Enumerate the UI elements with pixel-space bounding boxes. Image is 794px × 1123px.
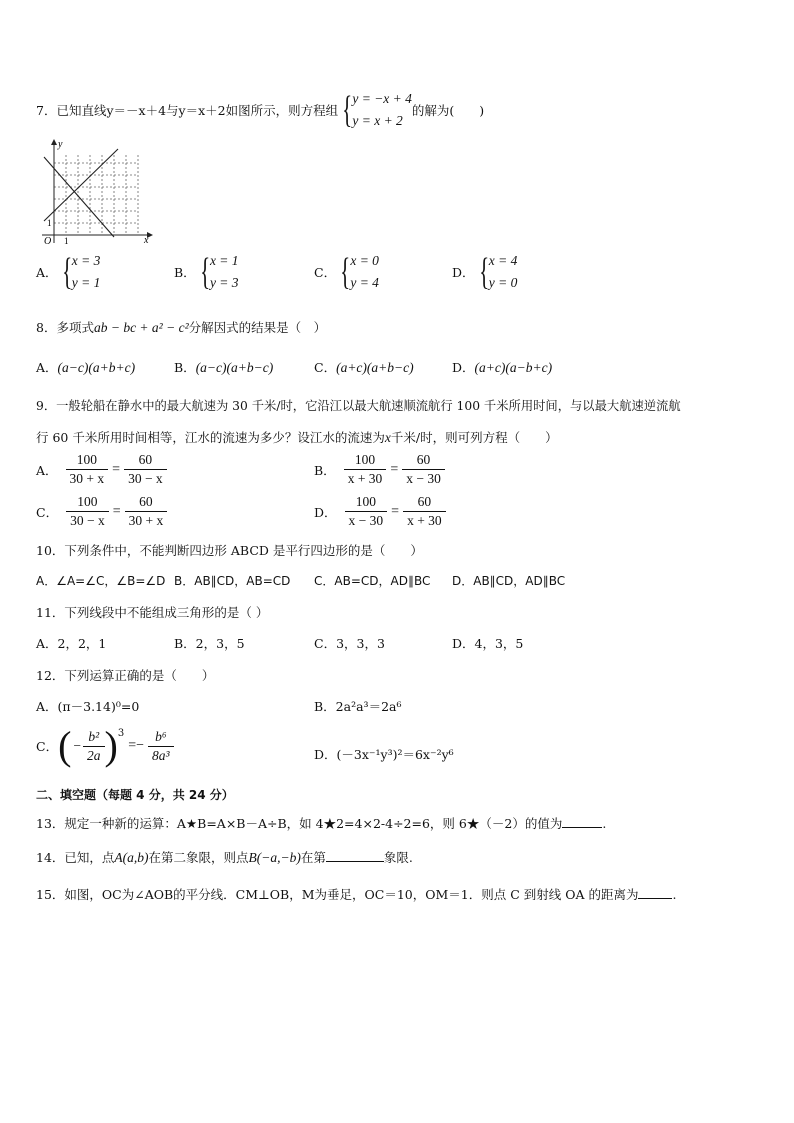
q7-option-d-line2: y = 0 [488, 275, 518, 290]
q9-c-num2: 60 [139, 494, 153, 509]
q12-c-den1: 2a [83, 746, 105, 765]
q8-option-b-label: B． [174, 360, 196, 375]
q7-option-b-line1: x = 1 [209, 253, 239, 268]
q7-stem-pre: 7．已知直线y＝－x＋4与y＝x＋2如图所示，则方程组 [36, 103, 339, 118]
q7-sys-line1: y = −x + 4 [352, 91, 412, 106]
q8-option-c-expr: (a+c)(a+b−c) [336, 360, 414, 375]
q9-d-num2: 60 [417, 494, 432, 509]
q8-option-c[interactable] [314, 358, 414, 376]
q14-point-b: B(−a,−b) [248, 850, 301, 865]
graph-y-tick: 1 [47, 218, 52, 228]
question-9-line1: 9．一般轮船在静水中的最大航速为 30 千米/时，它沿江以最大航速顺流航行 100 千米所用时间，与以最大航速逆流航 [36, 399, 681, 413]
q9-c-den2: 30 + x [125, 511, 168, 530]
q12-option-b[interactable]: B．2a²a³＝2a⁶ [314, 699, 402, 714]
q8-option-b-expr: (a−c)(a+b−c) [195, 360, 274, 375]
q7-graph [36, 137, 156, 245]
q14-answer-blank[interactable] [326, 849, 384, 862]
q7-stem-post: 的解为( ) [411, 103, 485, 118]
q12-c-exponent: 3 [117, 728, 125, 739]
q11-option-b[interactable]: B．2，3，5 [174, 636, 245, 651]
q9-option-c[interactable]: C． $\frac{100}{30 - x}$ = $\frac{60}{30 + x}$ [36, 493, 167, 530]
q7-option-d[interactable]: D． { x = 4 y = 0 [452, 251, 518, 293]
q15-tail: . [672, 887, 677, 902]
q7-option-d-label: D． [452, 265, 475, 280]
q7-option-c-line1: x = 0 [350, 253, 379, 268]
q12-option-c[interactable]: C． ( − $\frac{\text{b²}}{2a}$ ) 3 =− $\frac{\text{b⁶}}{\text{8a³}}$ [36, 726, 174, 766]
q7-option-b[interactable]: B． { x = 1 y = 3 [174, 251, 239, 293]
q9-c-num1: 100 [77, 494, 98, 509]
q9-a-num2: 60 [138, 452, 153, 467]
q8-option-d-expr: (a+c)(a−b+c) [474, 360, 553, 375]
q9-d-den2: x + 30 [403, 511, 446, 530]
q11-option-a[interactable]: A．2，2，1 [36, 636, 107, 651]
q9-b-den1: x + 30 [344, 469, 387, 488]
question-9-line2 [36, 428, 558, 446]
q12-c-den2: 8a³ [148, 746, 174, 765]
q13-answer-blank[interactable] [562, 815, 602, 828]
q11-option-c[interactable]: C．3，3，3 [314, 636, 385, 651]
q9-option-a[interactable]: A． $\frac{100}{30 + x}$ = $\frac{60}{30 - x}$ [36, 451, 167, 488]
q9-c-den1: 30 − x [66, 511, 109, 530]
q7-option-a[interactable]: A． { x = 3 y = 1 [36, 251, 101, 293]
q8-expression: ab − bc + a² − c² [93, 320, 189, 335]
q7-option-b-line2: y = 3 [209, 275, 239, 290]
q15-stem: 15．如图，OC为∠AOB的平分线．CM⊥OB，M为垂足，OC＝10，OM＝1．则点 C 到射线 OA 的距离为 [36, 887, 639, 902]
q9-option-d-label: D． [314, 504, 337, 520]
q8-option-c-label: C． [314, 360, 337, 375]
q9-b-num2: 60 [416, 452, 431, 467]
q7-option-a-line1: x = 3 [71, 253, 101, 268]
q14-point-a: A(a,b) [114, 850, 149, 865]
q15-answer-blank[interactable] [638, 886, 672, 899]
q9-option-b-label: B． [314, 462, 336, 478]
question-8-stem [36, 318, 326, 336]
q13-stem: 13．规定一种新的运算：A★B=A×B－A÷B，如 4★2=4×2-4÷2=6，则 6★（－2）的值为 [36, 816, 563, 831]
q8-option-a[interactable] [36, 358, 135, 376]
q12-option-a[interactable]: A．(π－3.14)⁰=0 [36, 699, 140, 714]
q12-c-num2: b⁶ [155, 728, 167, 744]
q7-option-a-line2: y = 1 [71, 275, 101, 290]
q8-stem-pre: 8．多项式 [36, 320, 94, 335]
q10-option-a[interactable]: A．∠A=∠C，∠B=∠D [36, 574, 166, 588]
q9-variable: x [384, 430, 391, 445]
q7-equation-system: { y = −x + 4 y = x + 2 [342, 89, 412, 131]
graph-x-label: x [144, 235, 149, 245]
q7-option-b-label: B． [174, 265, 196, 280]
q14-tail: 象限. [383, 850, 413, 865]
q12-c-num1: b² [88, 728, 100, 744]
q8-option-a-label: A． [36, 360, 58, 375]
question-10-stem: 10．下列条件中，不能判断四边形 ABCD 是平行四边形的是（ ） [36, 543, 423, 558]
q9-a-num1: 100 [76, 452, 97, 467]
question-15 [36, 885, 676, 903]
q9-d-num1: 100 [355, 494, 376, 509]
q12-option-c-label: C． [36, 739, 59, 754]
q9-d-den1: x − 30 [345, 511, 388, 530]
question-12-stem: 12．下列运算正确的是（ ） [36, 668, 215, 683]
graph-x-tick: 1 [64, 236, 69, 245]
q9-option-a-label: A． [36, 462, 58, 478]
q12-option-d[interactable]: D．(－3x⁻¹y³)²＝6x⁻²y⁶ [314, 747, 454, 762]
q7-sys-line2: y = x + 2 [352, 113, 403, 128]
q7-option-a-label: A． [36, 265, 58, 280]
q9-line2-post: 千米/时，则可列方程（ ） [390, 430, 558, 445]
q9-option-c-label: C． [36, 504, 59, 520]
graph-origin-label: O [44, 236, 52, 245]
q13-tail: . [602, 816, 607, 831]
q9-a-den1: 30 + x [66, 469, 109, 488]
question-7-stem [36, 88, 484, 132]
q8-option-b[interactable] [174, 358, 273, 376]
q7-option-c[interactable]: C． { x = 0 y = 4 [314, 251, 379, 293]
q9-a-den2: 30 − x [124, 469, 167, 488]
q7-option-c-line2: y = 4 [350, 275, 379, 290]
q9-option-b[interactable]: B． $\frac{100}{x + 30}$ = $\frac{60}{x - 30}$ [314, 451, 445, 488]
q7-option-c-label: C． [314, 265, 337, 280]
q11-option-d[interactable]: D．4，3，5 [452, 636, 524, 651]
graph-y-label: y [58, 139, 63, 150]
q8-option-a-expr: (a−c)(a+b+c) [57, 360, 136, 375]
question-14 [36, 848, 413, 866]
q7-option-d-line1: x = 4 [488, 253, 518, 268]
q10-option-c[interactable]: C．AB=CD，AD∥BC [314, 574, 431, 588]
question-13 [36, 814, 606, 832]
question-11-stem: 11．下列线段中不能组成三角形的是（ ） [36, 605, 269, 620]
q9-option-d[interactable]: D． $\frac{100}{x - 30}$ = $\frac{60}{x + 30}$ [314, 493, 446, 530]
q10-option-d[interactable]: D．AB∥CD，AD∥BC [452, 574, 566, 588]
q14-mid: 在第二象限，则点 [148, 850, 249, 865]
q8-option-d[interactable] [452, 358, 552, 376]
section-2-title: 二、填空题（每题 4 分，共 24 分） [36, 788, 234, 802]
q14-pre: 14．已知，点 [36, 850, 115, 865]
q8-option-d-label: D． [452, 360, 475, 375]
q8-stem-post: 分解因式的结果是（ ） [188, 320, 327, 335]
q14-post: 在第 [300, 850, 326, 865]
q9-line2-pre: 行 60 千米所用时间相等，江水的流速为多少？设江水的流速为 [36, 430, 385, 445]
q9-b-num1: 100 [354, 452, 376, 467]
line-y-x-plus-2 [44, 149, 118, 221]
q10-option-b[interactable]: B．AB∥CD，AB=CD [174, 574, 291, 588]
q9-b-den2: x − 30 [402, 469, 445, 488]
